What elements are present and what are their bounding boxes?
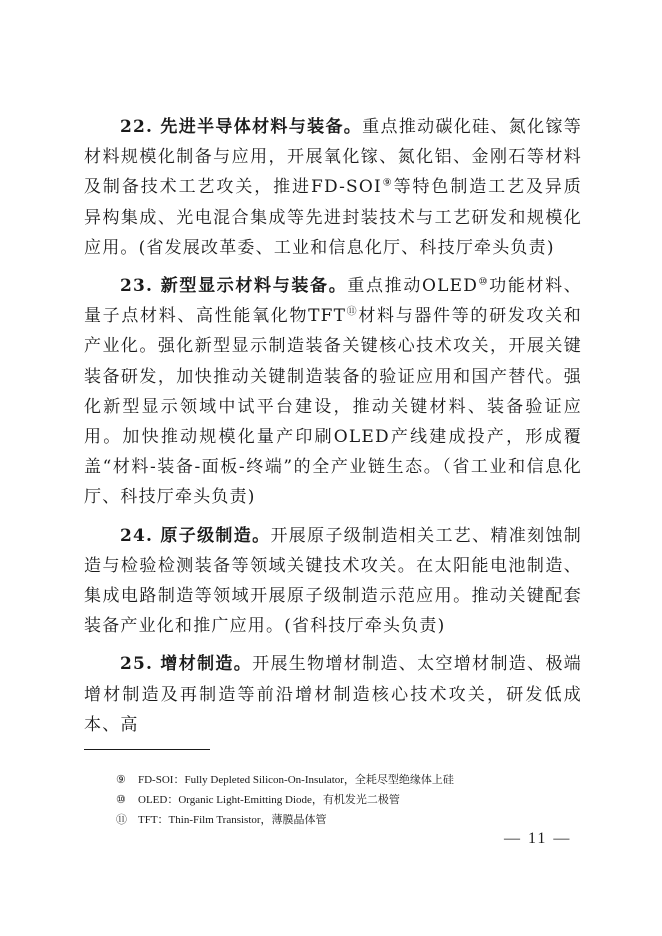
footnote-reference: ⑩	[478, 276, 490, 288]
footnote-marker: ⑨	[116, 774, 126, 786]
footnote-marker: ⑪	[116, 814, 127, 826]
paragraph	[84, 649, 582, 740]
footnote-marker: ⑩	[116, 794, 126, 806]
paragraph-text: 材料与器件等的研发攻关和产业化。强化新型显示制造装备关键核心技术攻关，开展关键装备研发，加快推动关键制造装备的验证应用和国产替代。强化新型显示领域中试平台建设，推动关键材料、装备验证应用。加快推动规模化量产印刷OLED产线建成投产，形成覆盖“材料-装备-面板-终端”的全产业链生态。（省工业和信息化厅、科技厅牵头负责)	[84, 306, 582, 508]
paragraph-text: 重点推动碳化硅、氮化镓等材料规模化制备与应用，开展氧化镓、氮化铝、金刚石等材料及制备技术工艺攻关，推进FD-SOI	[84, 117, 582, 198]
paragraph-text: 开展生物增材制造、太空增材制造、极端增材制造及再制造等前沿增材制造核心技术攻关，研发低成本、高	[84, 654, 582, 735]
paragraph	[84, 112, 582, 263]
footnote	[116, 790, 576, 810]
paragraph-heading: 24. 原子级制造。	[120, 525, 271, 546]
footnote-text: FD-SOI：Fully Depleted Silicon-On-Insulator，全耗尽型绝缘体上硅	[138, 774, 454, 786]
page-number: — 11 —	[504, 830, 572, 847]
footnote-reference: ⑨	[381, 177, 394, 189]
paragraph-text: 开展原子级制造相关工艺、精准刻蚀制造与检验检测装备等领域关键技术攻关。在太阳能电池制造、集成电路制造等领域开展原子级制造示范应用。推动关键配套装备产业化和推广应用。(省科技厅牵头负责)	[84, 525, 582, 637]
footnote-divider	[84, 749, 210, 750]
paragraph-text: 重点推动OLED	[347, 276, 479, 297]
paragraph-heading: 25. 增材制造。	[120, 654, 253, 675]
paragraph-text: 功能材料、量子点材料、高性能氧化物TFT	[84, 276, 583, 327]
paragraph-heading: 22. 先进半导体材料与装备。	[120, 117, 363, 137]
footnote	[116, 770, 576, 790]
paragraph-heading: 23. 新型显示材料与装备。	[120, 276, 348, 297]
paragraph	[84, 521, 582, 642]
footnote	[116, 810, 576, 830]
paragraph-text: 等特色制造工艺及异质异构集成、光电混合集成等先进封装技术与工艺研发和规模化应用。(省发展改革委、工业和信息化厅、科技厅牵头负责)	[84, 177, 583, 258]
footnote-text: OLED：Organic Light-Emitting Diode，有机发光二极管	[138, 794, 400, 806]
footnote-reference: ⑪	[346, 306, 359, 318]
body-text	[84, 112, 582, 748]
paragraph	[84, 271, 582, 513]
footnotes	[116, 770, 576, 830]
footnote-text: TFT：Thin-Film Transistor，薄膜晶体管	[138, 814, 327, 826]
